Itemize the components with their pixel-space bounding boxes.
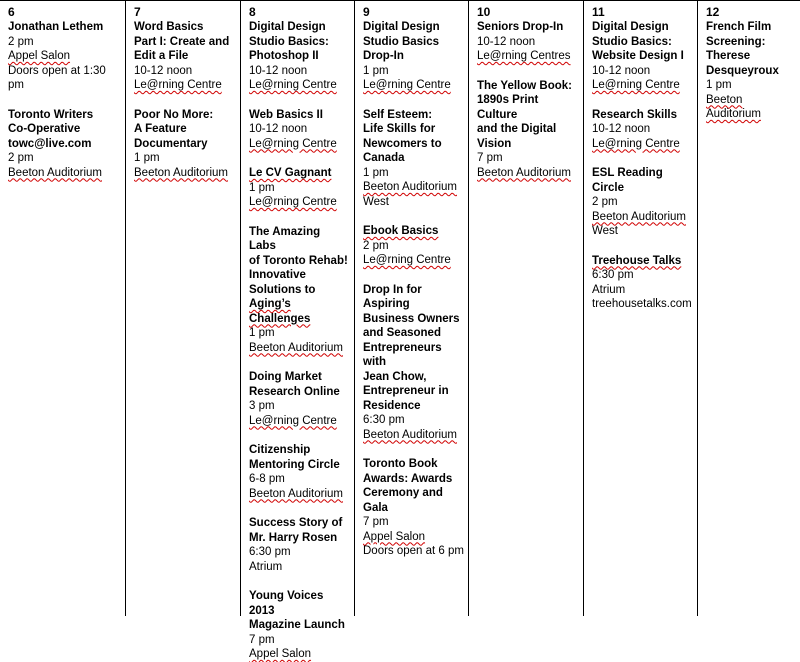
event-time: 1 pm: [706, 79, 732, 91]
event-location: Beeton Auditorium: [249, 487, 343, 500]
event-email: towc@live.com: [8, 137, 92, 150]
event-time: 6:30 pm: [363, 414, 405, 426]
event-title: Le CV Gagnant: [249, 167, 332, 179]
event-entry: [134, 20, 236, 93]
event-website: treehousetalks.com: [592, 298, 692, 310]
event-time: 2 pm: [8, 152, 34, 164]
event-title: Digital Design Studio Basics: Photoshop II: [249, 21, 329, 62]
event-time: 6:30 pm: [592, 269, 634, 281]
event-title: ESL Reading Circle: [592, 167, 663, 194]
event-location: Beeton Auditorium: [706, 93, 761, 120]
event-time: 10-12 noon: [592, 123, 651, 135]
event-time: 7 pm: [363, 516, 389, 528]
event-time: 1 pm: [363, 64, 389, 77]
event-title: Digital Design Studio Basics: Website Design I: [592, 21, 684, 62]
event-title: Citizenship Mentoring Circle: [249, 444, 340, 471]
event-location: Le@rning Centre: [249, 79, 337, 91]
event-entry: [134, 108, 236, 181]
event-entry: [249, 108, 350, 152]
event-title: Jonathan Lethem: [8, 21, 104, 33]
event-title: Toronto Book Awards: Awards Ceremony and Gala: [363, 458, 453, 514]
event-note: Doors open at 6 pm: [363, 545, 465, 557]
event-location: Beeton Auditorium: [134, 166, 228, 179]
day-column-9: [354, 1, 468, 616]
event-entry: [706, 20, 796, 122]
event-entry: [249, 443, 350, 501]
event-location: Beeton Auditorium: [592, 210, 686, 223]
day-number: 6: [8, 5, 15, 19]
event-entry: [249, 516, 350, 574]
event-location: Beeton Auditorium: [477, 166, 571, 179]
event-location: Beeton Auditorium: [8, 166, 102, 179]
event-time: 7 pm: [477, 152, 503, 164]
event-entry: [249, 166, 350, 210]
day-number: 10: [477, 5, 491, 19]
event-location: Le@rning Centre: [363, 79, 451, 91]
event-time: 10-12 noon: [249, 123, 308, 135]
day-column-6: [0, 1, 125, 616]
event-entry: [363, 108, 464, 210]
event-location: Le@rning Centres: [477, 50, 571, 62]
event-location: Le@rning Centre: [363, 254, 451, 266]
day-column-7: [125, 1, 240, 616]
event-location: Appel Salon: [249, 648, 312, 660]
event-location: Atrium: [592, 283, 626, 296]
event-title: Young Voices 2013 Magazine Launch: [249, 590, 345, 631]
event-entry: [592, 166, 693, 239]
event-location: Le@rning Centre: [249, 137, 337, 150]
event-entry: [363, 224, 464, 268]
event-entry: [249, 589, 350, 662]
day-column-8: [240, 1, 354, 660]
event-entry: [249, 370, 350, 428]
event-title: Ebook Basics: [363, 225, 439, 237]
event-time: 10-12 noon: [592, 64, 651, 77]
event-entry: [477, 20, 579, 64]
event-entry: [8, 20, 121, 93]
event-title: Seniors Drop-In: [477, 21, 564, 33]
day-number: 12: [706, 5, 720, 19]
event-title: French Film Screening: Therese Desqueyroux: [706, 21, 779, 77]
event-title: Poor No More: A Feature Documentary: [134, 108, 214, 150]
event-time: 6:30 pm: [249, 546, 291, 558]
day-column-11: [583, 1, 697, 616]
event-location: Le@rning Centre: [592, 137, 680, 150]
event-entry: [592, 20, 693, 93]
event-time: 7 pm: [249, 633, 275, 646]
event-entry: [592, 108, 693, 152]
event-time: 2 pm: [8, 35, 34, 48]
event-title: The Yellow Book: 1890s Print Culture and the Digital Vision: [477, 79, 572, 150]
event-time: 1 pm: [134, 152, 160, 164]
event-time: 3 pm: [249, 400, 275, 412]
event-title: The Amazing Labs of Toronto Rehab! Innovative Solutions to Aging’s Challenges: [249, 225, 348, 325]
event-location: Beeton Auditorium: [363, 428, 457, 441]
event-note: West: [592, 225, 618, 237]
event-entry: [249, 20, 350, 93]
day-number: 9: [363, 5, 370, 19]
event-entry: [363, 457, 464, 559]
event-note: West: [363, 195, 389, 208]
event-time: 1 pm: [363, 166, 389, 179]
event-time: 10-12 noon: [477, 35, 536, 48]
event-title: Treehouse Talks: [592, 254, 682, 267]
day-number: 7: [134, 5, 141, 19]
event-title: Research Skills: [592, 108, 678, 121]
event-entry: [477, 79, 579, 181]
event-note: Doors open at 1:30 pm: [8, 64, 106, 91]
event-title: Success Story of Mr. Harry Rosen: [249, 517, 343, 544]
day-column-12: [697, 1, 800, 616]
event-title: Web Basics II: [249, 108, 323, 121]
event-location: Le@rning Centre: [249, 414, 337, 427]
event-location: Beeton Auditorium: [249, 341, 343, 354]
event-location: Le@rning Centre: [134, 79, 222, 91]
day-number: 11: [592, 5, 605, 19]
event-location: Atrium: [249, 560, 283, 573]
event-time: 2 pm: [363, 239, 389, 252]
event-title: Doing Market Research Online: [249, 371, 340, 398]
event-time: 1 pm: [249, 181, 275, 194]
event-time: 2 pm: [592, 196, 618, 208]
event-title: Digital Design Studio Basics Drop-In: [363, 21, 440, 62]
event-entry: [8, 108, 121, 181]
event-location: Le@rning Centre: [249, 196, 337, 208]
event-time: 6-8 pm: [249, 473, 285, 485]
event-time: 10-12 noon: [249, 64, 308, 77]
event-entry: [592, 254, 693, 312]
event-title: Self Esteem: Life Skills for Newcomers to Canada: [363, 108, 442, 164]
event-title: Toronto Writers Co-Operative towc@live.com: [8, 108, 121, 152]
event-location: Appel Salon: [363, 530, 426, 543]
day-number: 8: [249, 5, 256, 19]
event-time: 10-12 noon: [134, 64, 193, 77]
event-location: Beeton Auditorium: [363, 181, 457, 193]
event-time: 1 pm: [249, 327, 275, 339]
event-entry: [249, 225, 350, 356]
day-column-10: [468, 1, 583, 616]
event-entry: [363, 20, 464, 93]
event-location: Appel Salon: [8, 50, 71, 62]
event-title: Drop In for Aspiring Business Owners and Seasoned Entrepreneurs with Jean Chow, Entrepreneur in Residence: [363, 283, 460, 412]
event-entry: [363, 283, 464, 443]
event-location: Le@rning Centre: [592, 79, 680, 91]
event-title: Word Basics Part I: Create and Edit a File: [134, 21, 230, 62]
